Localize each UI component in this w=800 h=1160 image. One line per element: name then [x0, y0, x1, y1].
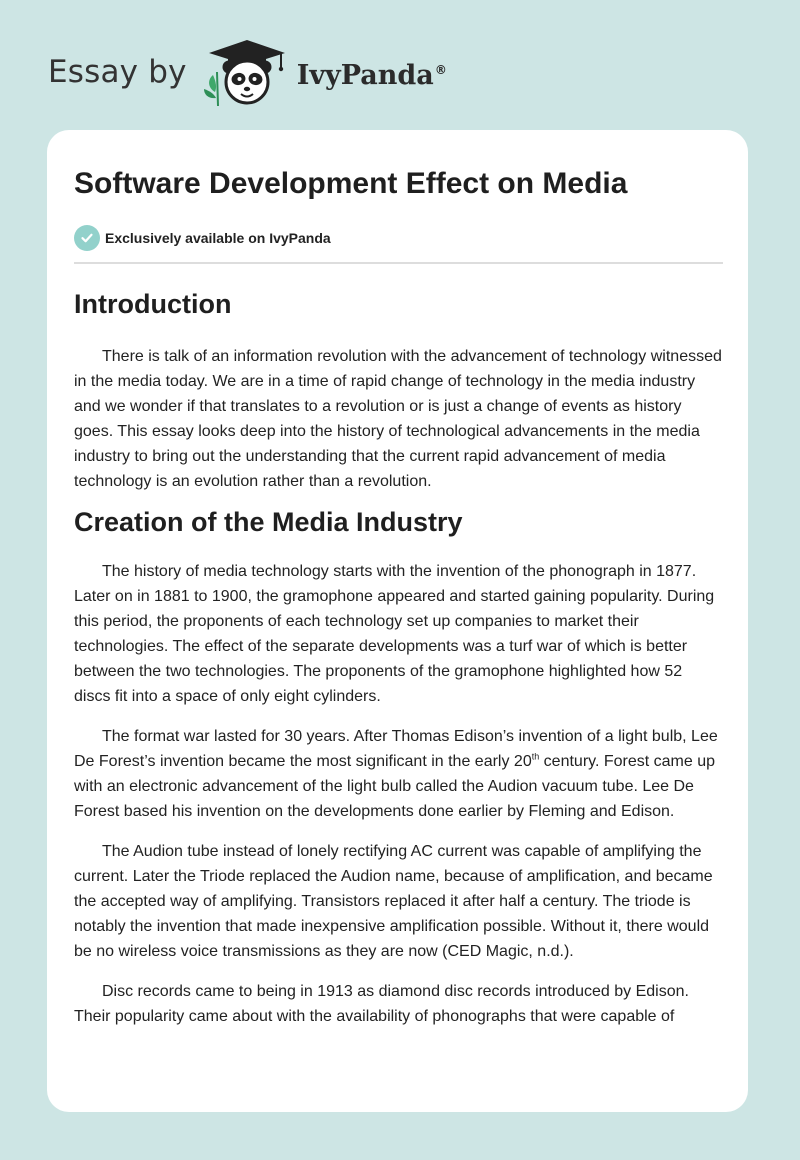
section-heading: Creation of the Media Industry — [74, 507, 463, 537]
section-heading: Introduction — [74, 289, 232, 319]
paragraph: Disc records came to being in 1913 as diamond disc records introduced by Edison. Their popularity came about with the availability of phonographs that were capable of — [74, 983, 689, 1025]
paragraph-text: century. Forest came up with an electronic advancement of the light bulb called the Audion vacuum tube. Lee De Forest based his invention on the developments done earlier by Fleming and Edison. — [74, 753, 716, 820]
essay-card — [47, 130, 748, 1112]
divider — [74, 262, 723, 264]
paragraph: There is talk of an information revolution with the advancement of technology witnessed in the media today. We are in a time of rapid change of technology in the media industry and we wonder if that translates to a revolution or is just a change of events as history goes. This essay looks deep into the history of technological advancements in the media industry to bring out the understanding that the current rapid advancement of media technology is an evolution rather than a revolution. — [74, 348, 722, 490]
section-creation-of-media-industry — [74, 505, 723, 1029]
superscript-ordinal: th — [531, 751, 540, 762]
paragraph: The Audion tube instead of lonely rectifying AC current was capable of amplifying the current. Later the Triode replaced the Audion name, because of amplification, and became the accepted way of amplifying. Transistors replaced it after half a century. The triode is notably the invention that made inexpensive amplification possible. Without it, there would be no wireless voice transmissions as they are now (CED Magic, n.d.). — [74, 843, 713, 960]
brand-name-text: IvyPanda — [296, 59, 434, 91]
section-introduction — [74, 287, 723, 494]
essay-content — [74, 130, 723, 1029]
site-header — [48, 36, 447, 108]
paragraph-text: The format war lasted for 30 years. After Thomas Edison’s invention of a light bulb, Lee De Forest’s invention became the most significant in the early 20 — [74, 728, 718, 770]
brand-name[interactable] — [297, 60, 447, 91]
panda-graduate-logo-icon[interactable] — [201, 36, 293, 108]
badge-text: Exclusively available on IvyPanda — [105, 230, 331, 246]
registered-mark: ® — [434, 62, 447, 77]
brand-prefix: Essay by — [48, 54, 187, 90]
paragraph: The history of media technology starts with the invention of the phonograph in 1877. Later on in 1881 to 1900, the gramophone appeared and started gaining popularity. During this period, the proponents of each technology set up companies to market their technologies. The effect of the separate developments was a turf war of which is better between the two technologies. The proponents of the gramophone highlighted how 52 discs fit into a space of only eight cylinders. — [74, 563, 715, 705]
exclusive-badge — [74, 224, 723, 252]
paragraph — [74, 724, 723, 824]
page-title: Software Development Effect on Media — [74, 167, 628, 200]
check-circle-icon — [74, 225, 100, 251]
